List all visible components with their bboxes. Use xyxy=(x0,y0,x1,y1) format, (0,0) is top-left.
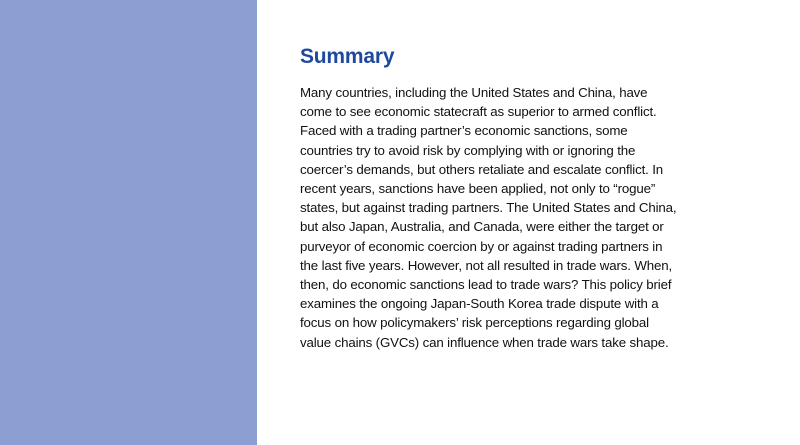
summary-paragraph xyxy=(300,83,770,352)
summary-line: countries try to avoid risk by complying with or ignoring the xyxy=(300,142,636,158)
summary-line: focus on how policymakers’ risk perceptions regarding global xyxy=(300,315,649,331)
summary-line: value chains (GVCs) can influence when trade wars take shape. xyxy=(300,334,669,350)
summary-section xyxy=(300,44,770,352)
summary-line: then, do economic sanctions lead to trade wars? This policy brief xyxy=(300,277,672,293)
summary-line: coercer’s demands, but others retaliate and escalate conflict. In xyxy=(300,161,664,177)
summary-line: states, but against trading partners. The United States and China, xyxy=(300,200,677,216)
summary-heading: Summary xyxy=(300,45,395,68)
summary-line: but also Japan, Australia, and Canada, were either the target or xyxy=(300,219,664,235)
summary-line: the last five years. However, not all resulted in trade wars. When, xyxy=(300,257,673,273)
left-color-panel xyxy=(0,0,257,445)
summary-line: Faced with a trading partner’s economic sanctions, some xyxy=(300,123,628,139)
summary-line: come to see economic statecraft as superior to armed conflict. xyxy=(300,104,657,120)
summary-line: Many countries, including the United States and China, have xyxy=(300,85,648,100)
summary-line: examines the ongoing Japan-South Korea trade dispute with a xyxy=(300,296,659,312)
summary-line: purveyor of economic coercion by or against trading partners in xyxy=(300,238,663,254)
summary-line: recent years, sanctions have been applied, not only to “rogue” xyxy=(300,181,656,197)
